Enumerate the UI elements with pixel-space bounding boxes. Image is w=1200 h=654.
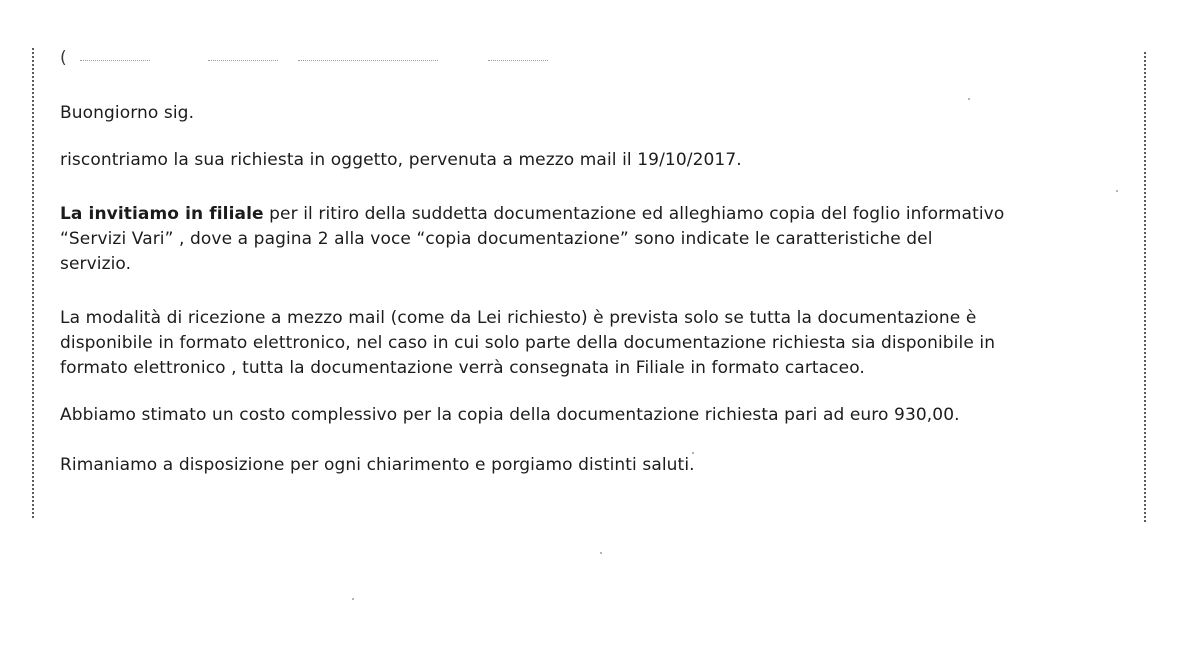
paragraph-line: La modalità di ricezione a mezzo mail (come da Lei richiesto) è prevista solo se tutta la documentazione è	[60, 308, 977, 328]
bold-lead-phrase: La invitiamo in filiale	[60, 204, 264, 224]
paragraph-email-delivery-terms	[60, 306, 995, 381]
paragraph-line	[60, 202, 1004, 227]
paragraph-branch-invitation	[60, 202, 1004, 277]
paragraph-closing: Rimaniamo a disposizione per ogni chiarimento e porgiamo distinti saluti.	[60, 455, 695, 475]
right-scan-border	[1144, 52, 1146, 522]
paragraph-request-acknowledgement: riscontriamo la sua richiesta in oggetto, pervenuta a mezzo mail il 19/10/2017.	[60, 150, 742, 170]
greeting: Buongiorno sig.	[60, 103, 195, 123]
paragraph-line: “Servizi Vari” , dove a pagina 2 alla voce “copia documentazione” sono indicate le caratteristiche del	[60, 229, 933, 249]
header-parenthesis: (	[60, 48, 67, 68]
left-scan-border	[32, 48, 34, 518]
paragraph-cost-estimate: Abbiamo stimato un costo complessivo per la copia della documentazione richiesta pari ad euro 930,00.	[60, 405, 960, 425]
scan-speck	[692, 452, 694, 454]
paragraph-line: disponibile in formato elettronico, nel caso in cui solo parte della documentazione richiesta sia disponibile in	[60, 333, 996, 353]
paragraph-line: formato elettronico , tutta la documentazione verrà consegnata in Filiale in formato cartaceo.	[60, 358, 865, 378]
scan-speck	[1116, 190, 1118, 192]
header-smudge	[208, 60, 278, 63]
scan-speck	[352, 598, 354, 600]
paragraph-line: servizio.	[60, 254, 132, 274]
header-smudge	[298, 60, 438, 63]
line-text: per il ritiro della suddetta documentazione ed alleghiamo copia del foglio informativo	[263, 204, 1005, 224]
header-smudge	[488, 60, 548, 63]
faded-header-line	[58, 50, 578, 70]
scan-speck	[968, 98, 970, 100]
header-smudge	[80, 60, 150, 63]
scan-speck	[600, 552, 602, 554]
